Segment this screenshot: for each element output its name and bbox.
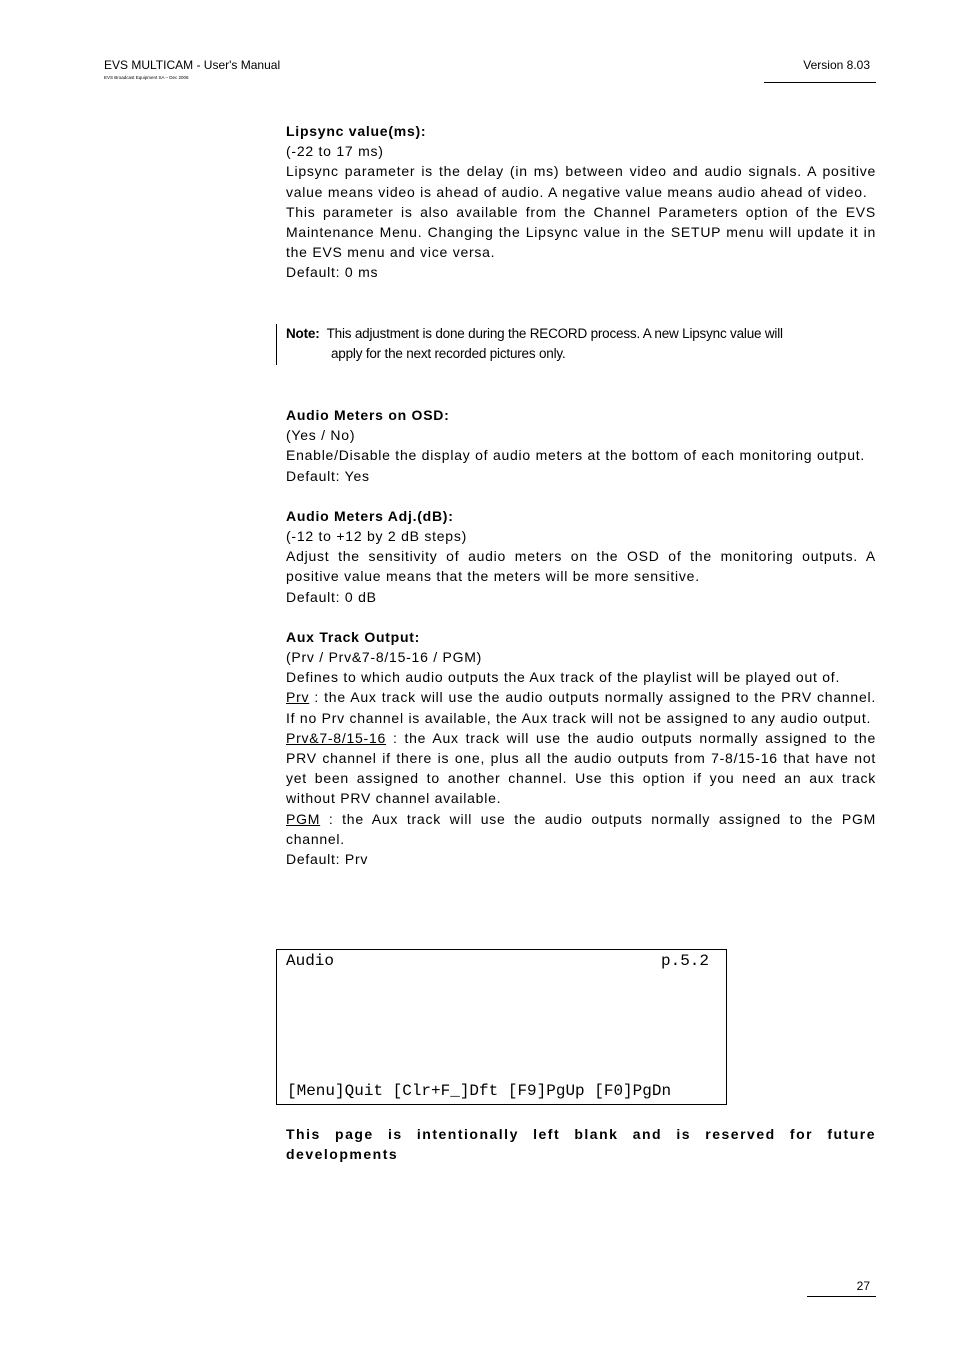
audio-meters-osd-range: (Yes / No) <box>286 427 356 444</box>
manual-subtitle: EVS Broadcast Equipment SA – Dec 2006 <box>104 75 189 80</box>
aux-track-option-prv78 <box>286 728 876 809</box>
header-rule <box>764 82 876 83</box>
screen-title: Audio <box>286 952 335 970</box>
aux-track-option-prv <box>286 687 876 727</box>
audio-meters-adj-description: Adjust the sensitivity of audio meters on the OSD of the monitoring outputs. A positive value means that the meters will be more sensitive. <box>286 548 876 585</box>
audio-settings <box>286 405 876 869</box>
aux-track-heading: Aux Track Output: <box>286 628 421 645</box>
aux-track-range: (Prv / Prv&7-8/15-16 / PGM) <box>286 649 483 666</box>
audio-meters-osd-default: Default: Yes <box>286 467 370 484</box>
audio-meters-adj-default: Default: 0 dB <box>286 588 377 605</box>
note-margin-bar <box>276 324 277 365</box>
prv78-term: Prv&7-8/15-16 <box>286 729 387 746</box>
main-content <box>286 121 876 283</box>
aux-track-description: Defines to which audio outputs the Aux track of the playlist will be played out of. <box>286 669 841 686</box>
prv-description: : the Aux track will use the audio outputs normally assigned to the PRV channel. If no Prv channel is available, the Aux track will not be assigned to any audio output. <box>286 689 876 726</box>
prv78-description: : the Aux track will use the audio outputs normally assigned to the PRV channel if there is one, plus all the audio outputs from 7-8/15-16 that have not yet been assigned to another channel. Use this option if you need an aux track without PRV channel available. <box>286 729 876 807</box>
setup-screen-box <box>276 949 727 1105</box>
page-number: 27 <box>856 1279 870 1293</box>
lipsync-default: Default: 0 ms <box>286 264 379 281</box>
note-label: Note: <box>286 326 320 341</box>
aux-track-option-pgm <box>286 809 876 849</box>
audio-meters-adj-heading: Audio Meters Adj.(dB): <box>286 507 454 524</box>
lipsync-heading: Lipsync value(ms): <box>286 123 427 139</box>
footer-rule <box>807 1296 876 1297</box>
audio-meters-adj-range: (-12 to +12 by 2 dB steps) <box>286 528 467 545</box>
manual-title: EVS MULTICAM - User's Manual <box>104 58 281 72</box>
audio-meters-osd-heading: Audio Meters on OSD: <box>286 407 450 423</box>
audio-meters-osd-description: Enable/Disable the display of audio meters at the bottom of each monitoring output. <box>286 447 866 464</box>
version-label: Version 8.03 <box>803 58 870 72</box>
lipsync-range: (-22 to 17 ms) <box>286 143 384 160</box>
screen-footer-keys: [Menu]Quit [Clr+F_]Dft [F9]PgUp [F0]PgDn <box>287 1082 672 1100</box>
pgm-description: : the Aux track will use the audio outputs normally assigned to the PGM channel. <box>286 810 876 847</box>
screen-page-number: p.5.2 <box>660 952 709 970</box>
lipsync-description: Lipsync parameter is the delay (in ms) between video and audio signals. A positive value means video is ahead of audio. A negative value means audio ahead of video. <box>286 163 876 200</box>
aux-track-default: Default: Prv <box>286 851 369 868</box>
blank-page-notice: This page is intentionally left blank and is reserved for future developments <box>286 1126 876 1163</box>
lipsync-availability: This parameter is also available from the Channel Parameters option of the EVS Maintenance Menu. Changing the Lipsync value in the SETUP menu will update it in the EVS menu and vice versa. <box>286 203 876 261</box>
pgm-term: PGM <box>286 810 321 827</box>
prv-term: Prv <box>286 689 310 706</box>
note-text-line1: This adjustment is done during the RECORD process. A new Lipsync value will <box>326 326 783 341</box>
note-block <box>286 324 846 364</box>
note-text-line2: apply for the next recorded pictures only. <box>331 346 566 361</box>
